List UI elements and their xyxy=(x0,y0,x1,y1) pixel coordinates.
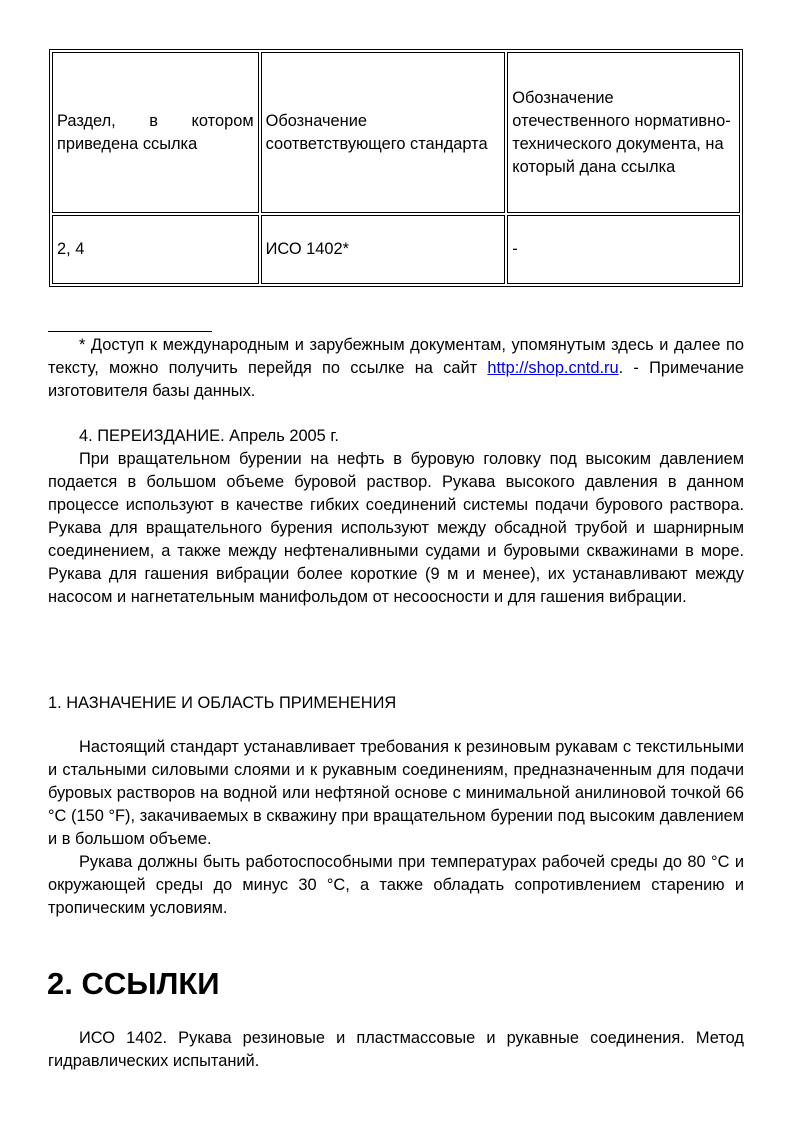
cell-domestic-doc: - xyxy=(507,215,740,284)
section-2-title: 2. ССЫЛКИ xyxy=(47,966,220,1001)
header-cell-standard xyxy=(261,52,506,213)
reissue-paragraph: При вращательном бурении на нефть в буровую головку под высоким давлением подается в большом объеме буровой раствор. Рукава высокого давления в данном процессе используют в качестве гибких соединений системы подачи бурового раствора. Рукава для вращательного бурения используют между обсадной трубой и шарнирным соединением, а также между нефтеналивными судами и буровыми скважинами в море. Рукава для гашения вибрации более короткие (9 м и менее), их устанавливают между насосом и нагнетательным манифольдом от несоосности и для гашения вибрации. xyxy=(48,450,744,606)
footnote xyxy=(48,334,744,403)
table-row xyxy=(52,215,740,284)
section-1-paragraph-1: Настоящий стандарт устанавливает требования к резиновым рукавам с текстильными и стальными силовыми слоями и к рукавным соединениям, предназначенным для подачи буровых растворов на водной или нефтяной основе с минимальной анилиновой точкой 66 °С (150 °F), закачиваемых в скважину при вращательном бурении под высоким давлением и в большом объеме. xyxy=(48,738,744,848)
footnote-text-before: * Доступ к международным и зарубежным документам, упомянутым здесь и далее по тексту, можно получить перейдя по ссылке на сайт xyxy=(48,336,744,377)
cell-section: 2, 4 xyxy=(52,215,259,284)
header-standard-text: Обозначение соответствующего стандарта xyxy=(265,111,488,153)
section-1-body xyxy=(48,736,744,920)
section-2-paragraph-1: ИСО 1402. Рукава резиновые и пластмассовые и рукавные соединения. Метод гидравлических испытаний. xyxy=(48,1029,744,1070)
header-section-line1: Раздел, в котором xyxy=(57,111,254,130)
footnote-link[interactable]: http://shop.cntd.ru xyxy=(487,359,619,377)
header-section-line2: приведена ссылка xyxy=(57,134,198,153)
section-1-title: 1. НАЗНАЧЕНИЕ И ОБЛАСТЬ ПРИМЕНЕНИЯ xyxy=(48,694,397,712)
footnote-divider xyxy=(48,331,212,332)
cell-standard: ИСО 1402* xyxy=(261,215,506,284)
header-domestic-doc-text: Обозначение отечественного нормативно-технического документа, на который дана ссылка xyxy=(512,88,731,176)
header-cell-section xyxy=(52,52,259,213)
section-2-body xyxy=(48,1027,744,1073)
footnote-paragraph xyxy=(48,334,744,403)
table-header-row xyxy=(52,52,740,213)
footnote-text-after: . - Примечание изготовителя базы данных. xyxy=(48,359,744,400)
section-1 xyxy=(48,692,744,715)
references-table xyxy=(49,49,743,287)
reissue-section xyxy=(48,425,744,609)
reissue-title: 4. ПЕРЕИЗДАНИЕ. Апрель 2005 г. xyxy=(79,427,339,445)
header-cell-domestic-doc xyxy=(507,52,740,213)
section-1-paragraph-2: Рукава должны быть работоспособными при температурах рабочей среды до 80 °С и окружающей среды до минус 30 °С, а также обладать сопротивлением старению и тропическим условиям. xyxy=(48,853,744,917)
